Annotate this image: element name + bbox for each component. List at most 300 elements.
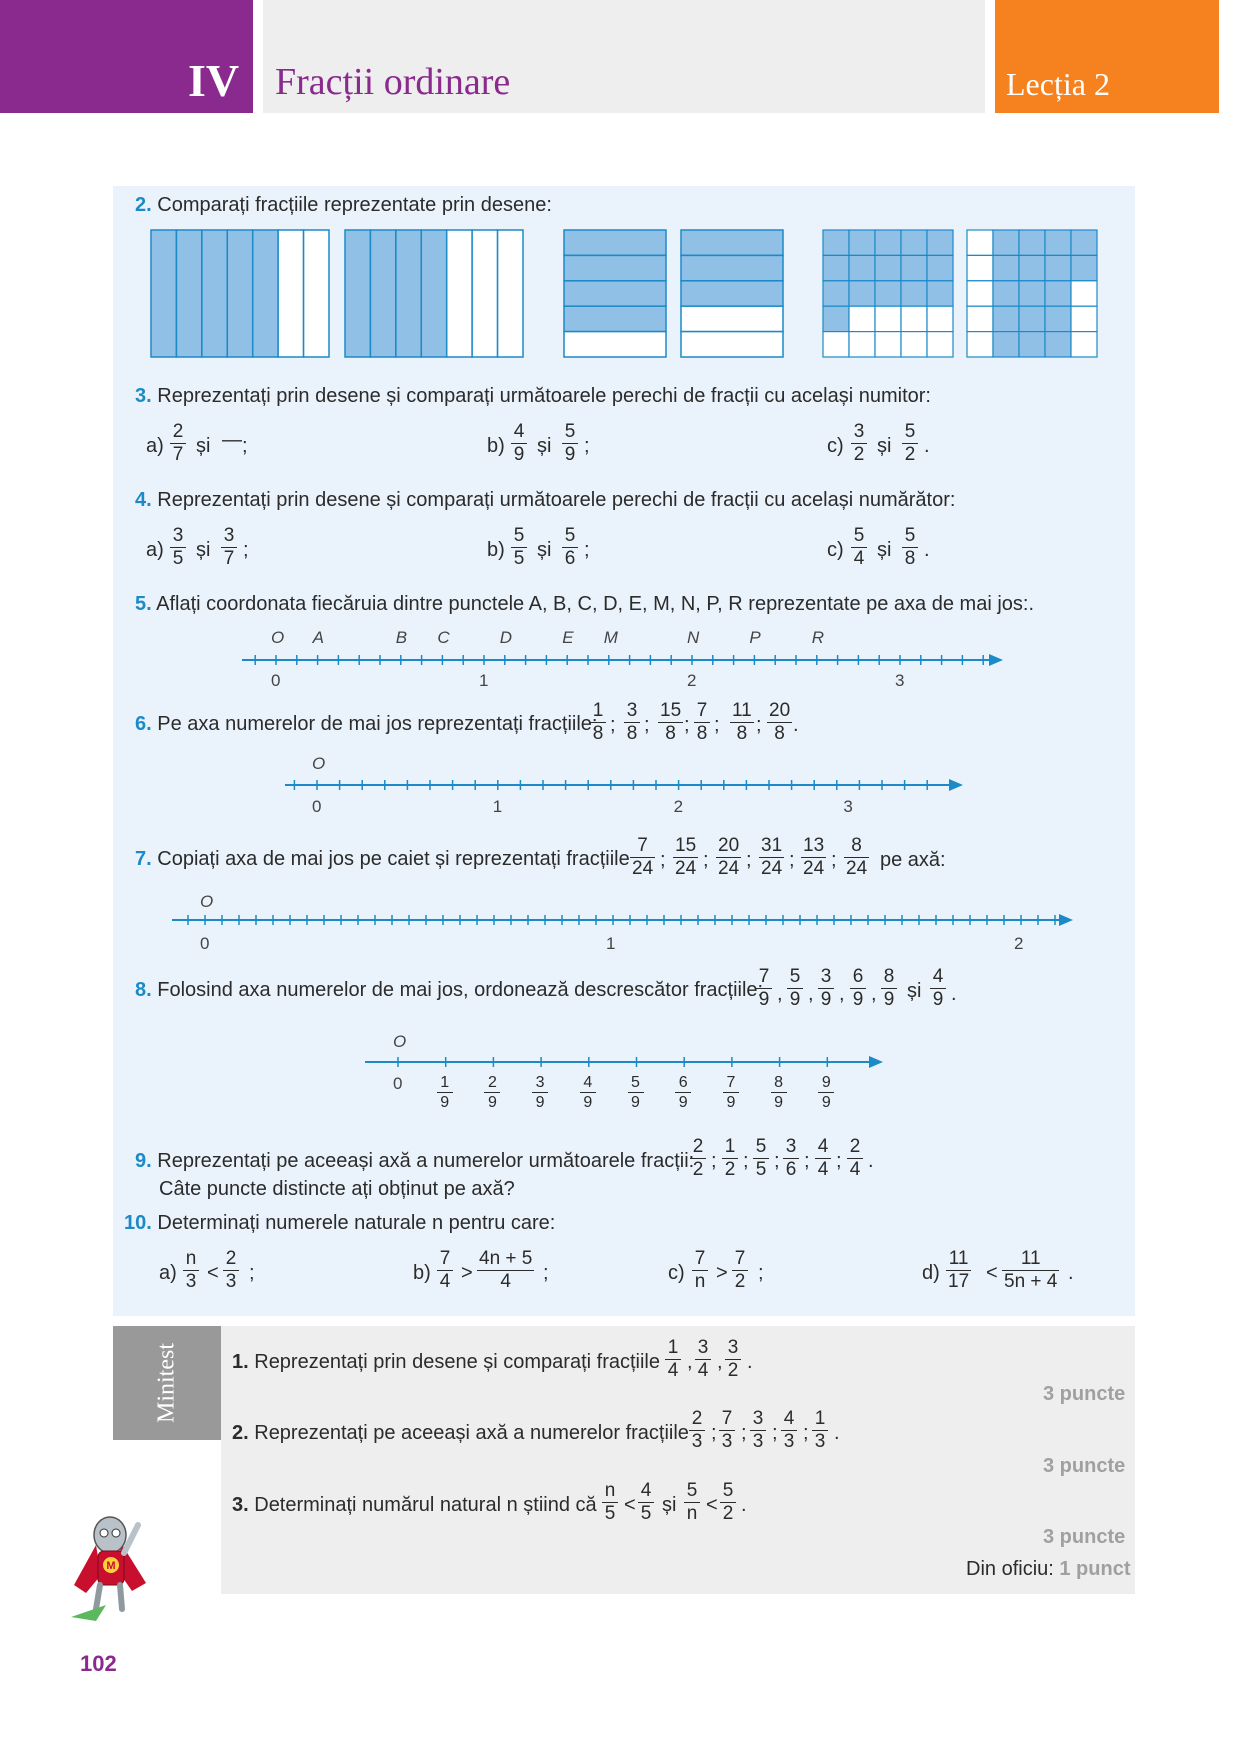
tick-label: 0 [200, 934, 210, 953]
tick-label: 0 [393, 1074, 403, 1093]
punctuation: . [924, 539, 930, 561]
question-number: 1. [232, 1351, 249, 1373]
fraction-denominator: 8 [665, 723, 676, 744]
question-text: Reprezentați prin desene și comparați fracțiile [248, 1351, 660, 1373]
fraction-denominator: 5 [640, 1503, 652, 1524]
item-label: c) [827, 539, 844, 561]
punctuation: ; [758, 1262, 764, 1284]
minitest-label: Minitest [113, 1326, 221, 1440]
punctuation: , [717, 1351, 723, 1373]
fraction-numerator: 5 [562, 525, 578, 548]
fraction-numerator: 5 [628, 1073, 644, 1093]
page-number: 102 [80, 1651, 117, 1676]
fraction-denominator: 24 [632, 858, 654, 879]
punctuation: , [687, 1351, 693, 1373]
number-line [0, 765, 1247, 805]
conjunction-text: și [537, 539, 552, 561]
punctuation: ; [831, 849, 837, 871]
fraction-denominator: 4 [667, 1360, 679, 1381]
fraction-numerator: 7 [756, 966, 772, 989]
point-label-O: O [200, 892, 214, 911]
point-label-A: A [312, 628, 324, 647]
item-label: b) [487, 539, 505, 561]
fraction-numerator: 7 [732, 1248, 748, 1271]
point-label-B: B [395, 628, 408, 647]
grid-cell [823, 255, 849, 280]
trailing-text: pe axă: [880, 849, 946, 871]
punctuation: ; [610, 714, 616, 736]
question-text: Determinați numărul natural n știind că [248, 1494, 597, 1516]
fraction-denominator: 4 [849, 1159, 861, 1180]
fraction-numerator: 11 [1002, 1248, 1059, 1271]
grid-cell [967, 306, 993, 331]
fraction-denominator: 3 [225, 1271, 237, 1292]
point-label-C: C [437, 628, 450, 647]
grid-cell [875, 306, 901, 331]
conjunction-text: și [877, 539, 892, 561]
grid-cell [993, 306, 1019, 331]
horizontal-strip [564, 255, 666, 280]
fraction [170, 421, 186, 466]
grid-cell [1071, 332, 1097, 357]
conjunction-text: și [537, 435, 552, 457]
fraction [756, 966, 772, 1011]
punctuation: . [868, 1150, 874, 1172]
fraction-denominator: 9 [631, 1094, 640, 1111]
fraction-numerator: 8 [771, 1073, 787, 1093]
fraction [725, 1337, 741, 1382]
question-text: Reprezentați pe aceeași axă a numerelor fracțiile [248, 1422, 689, 1444]
fraction-denominator: 2 [727, 1360, 739, 1381]
fraction-numerator: 7 [630, 835, 655, 858]
punctuation: ; [756, 714, 762, 736]
fraction-numerator: 7 [723, 1073, 739, 1093]
point-label-D: D [499, 628, 513, 647]
punctuation: ; [746, 849, 752, 871]
fraction-numerator: 4 [511, 421, 527, 444]
fraction-denominator: 17 [948, 1271, 970, 1292]
exercise-5-text: 5. Aflați coordonata fiecăruia dintre punctele A, B, C, D, E, M, N, P, R reprezentate pe axa de mai jos:. [135, 593, 1035, 615]
grid-cell [823, 230, 849, 255]
fraction-denominator: 6 [785, 1159, 797, 1180]
tick-label: 0 [271, 671, 281, 690]
fraction-numerator: 6 [675, 1073, 691, 1093]
grid-cell [993, 332, 1019, 357]
tick-fraction [532, 1073, 548, 1112]
grid-cell [1019, 332, 1045, 357]
item-label: b) [487, 435, 505, 457]
fraction [902, 525, 918, 570]
punctuation: , [871, 983, 877, 1005]
fraction-numerator: 11 [946, 1248, 971, 1271]
fraction-numerator: 11 [732, 700, 752, 721]
vertical-strip [370, 230, 395, 357]
fraction-numerator: 2 [847, 1136, 863, 1159]
fraction [673, 835, 698, 880]
punctuation: . [834, 1422, 840, 1444]
punctuation: ; [711, 1422, 717, 1444]
grid-cell [927, 255, 953, 280]
fraction-numerator: 1 [590, 700, 606, 723]
tick-label: 2 [673, 797, 684, 816]
fraction [801, 835, 826, 880]
fraction-denominator: 2 [722, 1503, 734, 1524]
grid-cell [901, 230, 927, 255]
fraction [787, 966, 803, 1011]
fraction-denominator: 9 [440, 1094, 450, 1111]
fraction [930, 966, 946, 1011]
tick-label: 2 [687, 671, 697, 690]
fraction-denominator: 9 [535, 1094, 545, 1111]
grid-cell [875, 332, 901, 357]
vertical-strip [345, 230, 370, 357]
punctuation: ; [711, 1150, 717, 1172]
fraction [946, 1248, 971, 1293]
grid-cell [1071, 281, 1097, 306]
points-label: 3 puncte [1043, 1383, 1126, 1405]
grid-cell [1019, 255, 1045, 280]
fraction [1002, 1248, 1059, 1293]
fraction-denominator: 5n + 4 [1004, 1271, 1058, 1292]
punctuation: ; [703, 849, 709, 871]
grid-cell [927, 332, 953, 357]
vertical-strip [421, 230, 446, 357]
tick-label: 2 [1014, 934, 1024, 953]
grid-cell [1071, 255, 1097, 280]
fraction [437, 1248, 453, 1293]
question-number: 3. [232, 1494, 249, 1516]
fraction-numerator: 1 [812, 1408, 828, 1431]
fraction-denominator: 3 [783, 1431, 795, 1452]
fraction-denominator: 9 [852, 989, 864, 1010]
fraction-numerator: n [602, 1480, 618, 1503]
fraction-denominator: 2 [692, 1159, 704, 1180]
fraction [850, 966, 866, 1011]
conjunction-text: și [907, 980, 922, 1002]
horizontal-strip [564, 230, 666, 255]
fraction [223, 1248, 239, 1293]
fraction-numerator: 2 [170, 421, 186, 444]
vertical-strip [176, 230, 201, 357]
grid-cell [901, 255, 927, 280]
fraction-denominator: 9 [883, 989, 895, 1010]
fraction-numerator: 4 [815, 1136, 831, 1159]
fraction-denominator: 9 [583, 1094, 593, 1111]
fraction [221, 525, 237, 570]
fraction-denominator: 8 [592, 723, 604, 744]
chapter-title: Fracții ordinare [275, 61, 511, 103]
fraction [767, 700, 792, 745]
fraction [689, 1408, 705, 1453]
oficiu-value: 1 punct [1059, 1558, 1131, 1580]
fraction [658, 700, 683, 745]
empty-fraction: — [222, 429, 242, 451]
fraction-denominator: 9 [932, 989, 944, 1010]
fraction [720, 1480, 736, 1525]
fraction-drawings [0, 0, 1247, 380]
tick-label: 3 [843, 797, 853, 816]
fraction-denominator: 9 [726, 1094, 736, 1111]
fraction [562, 421, 578, 466]
tick-fraction [818, 1073, 834, 1112]
fraction-denominator: 5 [604, 1503, 616, 1524]
fraction [844, 835, 869, 880]
grid-cell [1019, 230, 1045, 255]
punctuation: ; [660, 849, 666, 871]
fraction [638, 1480, 654, 1525]
punctuation: ; [243, 539, 249, 561]
fraction [692, 1248, 708, 1293]
point-label-M: M [603, 628, 618, 647]
fraction-numerator: 5 [720, 1480, 736, 1503]
punctuation: , [808, 983, 814, 1005]
fraction-numerator: 15 [675, 835, 697, 856]
grid-cell [849, 230, 875, 255]
oficiu-label: Din oficiu: [966, 1558, 1060, 1580]
horizontal-strip [564, 281, 666, 306]
item-label: a) [146, 435, 164, 457]
grid-cell [823, 281, 849, 306]
grid-cell [875, 281, 901, 306]
punctuation: ; [743, 1150, 749, 1172]
fraction [851, 421, 867, 466]
fraction-numerator: 6 [850, 966, 866, 989]
fraction-numerator: 2 [689, 1408, 705, 1431]
number-line [0, 640, 1247, 690]
fraction [695, 1337, 711, 1382]
punctuation: ; [836, 1150, 842, 1172]
axis-arrow [949, 779, 963, 791]
item-label: c) [668, 1262, 685, 1284]
tick-label: 1 [492, 797, 503, 816]
fraction-denominator: 3 [691, 1431, 703, 1452]
fraction-denominator: 9 [487, 1094, 497, 1111]
punctuation: ; [644, 714, 650, 736]
punctuation: . [924, 435, 930, 457]
fraction-denominator: 3 [814, 1431, 826, 1452]
grid-cell [1045, 332, 1071, 357]
exercise-9-question: Câte puncte distincte ați obținut pe axă? [159, 1178, 515, 1200]
fraction [684, 1480, 700, 1525]
fraction-denominator: 4 [439, 1271, 451, 1292]
fraction-denominator: 5 [755, 1159, 767, 1180]
conjunction-text: și [196, 539, 211, 561]
fraction-numerator: 8 [881, 966, 897, 989]
fraction-numerator: 1 [437, 1073, 453, 1093]
vertical-strip [472, 230, 497, 357]
fraction-denominator: 8 [696, 723, 708, 744]
punctuation: . [747, 1351, 753, 1373]
fraction-numerator: 9 [818, 1073, 834, 1093]
fraction-denominator: 9 [678, 1094, 688, 1111]
fraction-numerator: 7 [437, 1248, 453, 1271]
axis-arrow [1059, 914, 1073, 926]
punctuation: ; [249, 1262, 255, 1284]
operator: < [986, 1262, 998, 1284]
fraction [630, 835, 655, 880]
grid-cell [849, 255, 875, 280]
item-label: b) [413, 1262, 431, 1284]
fraction [716, 835, 741, 880]
punctuation: ; [772, 1422, 778, 1444]
fraction-denominator: 5 [172, 548, 184, 569]
horizontal-strip [681, 332, 783, 357]
vertical-strip [304, 230, 329, 357]
fraction-numerator: 2 [223, 1248, 239, 1271]
vertical-strip [227, 230, 252, 357]
fraction-denominator: n [694, 1271, 706, 1292]
grid-cell [1071, 230, 1097, 255]
lesson-label: Lecția 2 [1006, 66, 1110, 102]
fraction-denominator: 7 [223, 548, 235, 569]
fraction-numerator: 3 [783, 1136, 799, 1159]
grid-cell [875, 230, 901, 255]
operator: > [461, 1262, 473, 1284]
points-label: 3 puncte [1043, 1526, 1126, 1548]
fraction-numerator: 3 [725, 1337, 741, 1360]
exercise-7-text: 7. Copiați axa de mai jos pe caiet și reprezentați fracțiile [135, 848, 630, 870]
operator: < [207, 1262, 219, 1284]
fraction-numerator: 4 [638, 1480, 654, 1503]
grid-cell [927, 230, 953, 255]
grid-cell [967, 281, 993, 306]
fraction-denominator: 4 [697, 1360, 709, 1381]
fraction [590, 700, 606, 745]
fraction-numerator: 31 [761, 835, 783, 856]
punctuation: . [793, 714, 799, 736]
fraction [730, 700, 754, 745]
fraction-denominator: 2 [904, 444, 916, 465]
tick-fraction [484, 1073, 500, 1112]
fraction [602, 1480, 618, 1525]
fraction-numerator: 5 [851, 525, 867, 548]
item-label: c) [827, 435, 844, 457]
fraction-numerator: 5 [511, 525, 527, 548]
fraction-denominator: 9 [789, 989, 801, 1010]
fraction [477, 1248, 534, 1293]
fraction [511, 421, 527, 466]
fraction [783, 1136, 799, 1181]
operator: < [706, 1494, 718, 1516]
fraction-numerator: 3 [818, 966, 834, 989]
fraction-numerator: 2 [690, 1136, 706, 1159]
punctuation: ; [714, 714, 720, 736]
grid-cell [1045, 255, 1071, 280]
fraction-numerator: 3 [750, 1408, 766, 1431]
fraction-numerator: 15 [660, 700, 682, 721]
punctuation: ; [803, 1422, 809, 1444]
fraction-numerator: 3 [532, 1073, 548, 1093]
minitest-question-1 [232, 1351, 660, 1374]
fraction-numerator: 3 [695, 1337, 711, 1360]
vertical-strip [278, 230, 303, 357]
fraction-numerator: 7 [692, 1248, 708, 1271]
grid-cell [993, 255, 1019, 280]
fraction-numerator: 3 [221, 525, 237, 548]
question-number: 2. [232, 1422, 249, 1444]
fraction [812, 1408, 828, 1453]
fraction-denominator: 2 [724, 1159, 736, 1180]
item-label: d) [922, 1262, 940, 1284]
fraction-numerator: 4 [930, 966, 946, 989]
fraction [511, 525, 527, 570]
point-label-N: N [687, 628, 700, 647]
exercise-6-text: 6. Pe axa numerelor de mai jos reprezentați fracțiile: [135, 713, 598, 735]
conjunction-text: și [877, 435, 892, 457]
tick-label: 3 [895, 671, 905, 690]
punctuation: ; [774, 1150, 780, 1172]
grid-cell [1019, 306, 1045, 331]
fraction [781, 1408, 797, 1453]
fraction-denominator: 2 [734, 1271, 746, 1292]
grid-cell [849, 306, 875, 331]
fraction-numerator: 20 [769, 700, 791, 721]
punctuation: . [951, 983, 957, 1005]
fraction-denominator: 3 [185, 1271, 197, 1292]
grid-cell [1045, 230, 1071, 255]
point-label-P: P [749, 628, 761, 647]
fraction-denominator: 24 [846, 858, 868, 879]
tick-fraction [437, 1073, 453, 1112]
fraction-denominator: 3 [752, 1431, 764, 1452]
punctuation: , [777, 983, 783, 1005]
fraction-numerator: 8 [844, 835, 869, 858]
exercise-8-text: 8. Folosind axa numerelor de mai jos, ordonează descrescător fracțiile: [135, 979, 764, 1001]
fraction-numerator: 7 [694, 700, 710, 723]
fraction [694, 700, 710, 745]
fraction-denominator: 4 [500, 1271, 511, 1292]
fraction-denominator: 4 [853, 548, 865, 569]
fraction-numerator: 5 [684, 1480, 700, 1503]
fraction-numerator: 20 [718, 835, 740, 856]
fraction [815, 1136, 831, 1181]
fraction-numerator: 4 [781, 1408, 797, 1431]
fraction-numerator: 1 [665, 1337, 681, 1360]
axis-arrow [869, 1056, 883, 1068]
number-line [0, 1042, 1247, 1082]
fraction-denominator: n [686, 1503, 698, 1524]
fraction-numerator: 5 [562, 421, 578, 444]
fraction [183, 1248, 199, 1293]
tick-label: 1 [479, 671, 489, 690]
punctuation: , [839, 983, 845, 1005]
vertical-strip [447, 230, 472, 357]
fraction-numerator: 5 [902, 421, 918, 444]
points-label: 3 puncte [1043, 1455, 1126, 1477]
item-label: a) [159, 1262, 177, 1284]
fraction-denominator: 24 [675, 858, 697, 879]
grid-cell [967, 255, 993, 280]
exercise-3-text: 3. Reprezentați prin desene și comparați următoarele perechi de fracții cu același numitor: [135, 385, 931, 407]
fraction-denominator: 8 [774, 723, 785, 744]
fraction-numerator: 2 [484, 1073, 500, 1093]
tick-fraction [675, 1073, 691, 1112]
fraction-denominator: 9 [821, 1094, 831, 1111]
grid-cell [901, 332, 927, 357]
tick-fraction [771, 1073, 787, 1112]
fraction [851, 525, 867, 570]
punctuation: ; [789, 849, 795, 871]
tick-fraction [723, 1073, 739, 1112]
fraction-denominator: 24 [803, 858, 825, 879]
exercise-10-text: 10. Determinați numerele naturale n pentru care: [124, 1212, 556, 1234]
fraction-numerator: 13 [803, 835, 825, 856]
fraction-numerator: 1 [722, 1136, 738, 1159]
item-label: a) [146, 539, 164, 561]
grid-cell [901, 281, 927, 306]
fraction [562, 525, 578, 570]
fraction-numerator: 4 [580, 1073, 596, 1093]
